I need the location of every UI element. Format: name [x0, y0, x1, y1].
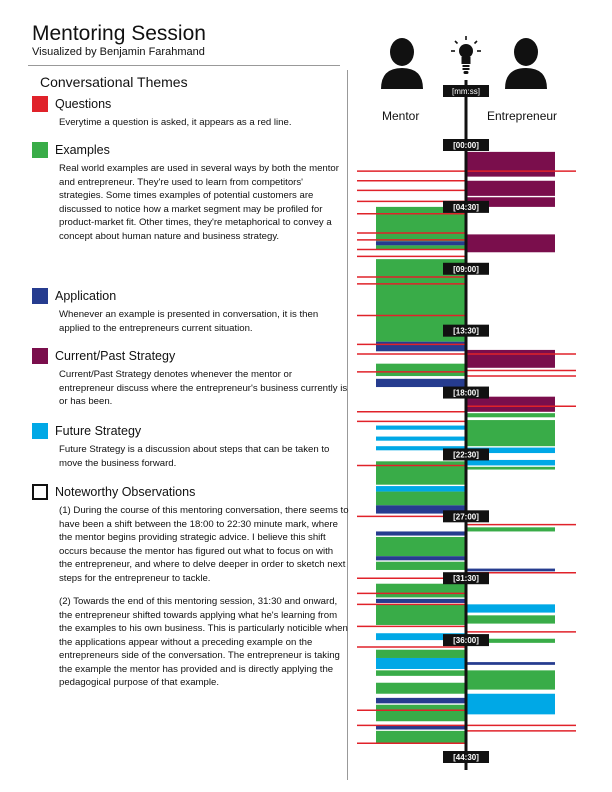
- mentor-example-bar: [376, 492, 466, 506]
- mentor-future-bar: [376, 486, 466, 492]
- entrepreneur-example-bar: [466, 527, 555, 531]
- mentor-future-bar: [376, 426, 466, 430]
- mentor-example-bar: [376, 364, 466, 376]
- mentor-label: Mentor: [382, 109, 420, 123]
- mentor-application-bar: [376, 379, 466, 387]
- mentor-application-bar: [376, 531, 466, 535]
- entrepreneur-future-bar: [466, 604, 555, 612]
- theme-name: Future Strategy: [55, 424, 142, 438]
- mentor-example-bar: [376, 537, 466, 556]
- entrepreneur-application-bar: [466, 569, 555, 572]
- theme-paragraph: Everytime a question is asked, it appears as a red line.: [59, 117, 292, 128]
- time-tick-label: [04:30]: [453, 202, 479, 212]
- theme-name: Current/Past Strategy: [55, 349, 176, 363]
- theme-paragraph: Real world examples are used in several ways by both the mentor and entrepreneur. They're used to learn from competitors' strategies. Some times examples of potential customers are discussed to notice how a market segment may be profiled for product-market fit. Other times, they're metaphorical to convey a concept about human nature and business strategy.: [59, 163, 339, 242]
- time-tick-label: [18:00]: [453, 388, 479, 398]
- mentor-application-bar: [376, 241, 466, 245]
- mentor-example-bar: [376, 584, 466, 598]
- time-tick-label: [36:00]: [453, 636, 479, 646]
- entrepreneur-strategy-bar: [466, 152, 555, 177]
- time-tick-label: [00:00]: [453, 141, 479, 150]
- entrepreneur-strategy-bar: [466, 234, 555, 252]
- time-tick-label: [31:30]: [453, 574, 479, 584]
- entrepreneur-example-bar: [466, 413, 555, 417]
- entrepreneur-future-bar: [466, 460, 555, 466]
- mentor-application-bar: [376, 599, 466, 603]
- theme-name: Application: [55, 289, 117, 303]
- mentor-example-bar: [376, 670, 466, 676]
- entrepreneur-strategy-bar: [466, 350, 555, 368]
- mentor-person-icon: [381, 38, 423, 89]
- mentor-example-bar: [376, 562, 466, 570]
- time-tick-label: [44:30]: [453, 753, 479, 762]
- entrepreneur-example-bar: [466, 670, 555, 689]
- entrepreneur-strategy-bar: [466, 397, 555, 412]
- mentor-example-bar: [376, 650, 466, 658]
- mentor-example-bar: [376, 683, 466, 694]
- mentor-future-bar: [376, 437, 466, 441]
- entrepreneur-application-bar: [466, 662, 555, 665]
- observation-paragraph: (1) During the course of this mentoring conversation, there seems to have been a shift between the 18:00 to 22:30 minute mark, where the mentor begins providing strategic advice. I believe this shift occurs because the mentor has figured out what to focus on with the entrepreneur, and where to delve deeper in order to sketch next steps for the entrepreneur to tackle.: [59, 505, 349, 584]
- theme-name: Noteworthy Observations: [55, 485, 196, 499]
- mentor-example-bar: [376, 604, 466, 625]
- time-tick-label: [27:00]: [453, 512, 479, 522]
- mentor-application-bar: [376, 342, 466, 352]
- legend-title: Conversational Themes: [40, 74, 188, 90]
- page-subtitle: Visualized by Benjamin Farahmand: [32, 46, 205, 58]
- theme-name: Examples: [55, 143, 110, 157]
- time-tick-label: [09:00]: [453, 264, 479, 274]
- theme-paragraph: Future Strategy is a discussion about steps that can be taken to move the business forward.: [59, 444, 330, 469]
- entrepreneur-example-bar: [466, 467, 555, 470]
- mentor-application-bar: [376, 698, 466, 704]
- mentor-future-bar: [376, 658, 466, 669]
- theme-paragraph: Whenever an example is presented in conversation, it is then applied to the entrepreneurs current situation.: [59, 309, 319, 334]
- time-tick-label: [13:30]: [453, 326, 479, 336]
- lightbulb-icon: [451, 36, 481, 74]
- theme-paragraph: Current/Past Strategy denotes whenever the mentor or entrepreneur discuss where the entrepreneur's business currently is or has been.: [59, 369, 348, 407]
- entrepreneur-future-bar: [466, 694, 555, 715]
- entrepreneur-strategy-bar: [466, 181, 555, 196]
- axis-unit-label: [mm:ss]: [452, 87, 480, 96]
- observation-paragraph: (2) Towards the end of this mentoring session, 31:30 and onward, the entrepreneur shifted towards applying what he's learning from the examples to his own business. This is particularly noticible when the applications appear without a preceding example on the entrepreneurs side of the conversation. The entrepreneur is taking the example the mentor has provided and is directly applying the pedagogical purpose of that example.: [59, 596, 348, 688]
- entrepreneur-label: Entrepreneur: [487, 109, 558, 123]
- mentor-application-bar: [376, 556, 466, 560]
- theme-name: Questions: [55, 97, 112, 111]
- entrepreneur-example-bar: [466, 420, 555, 446]
- entrepreneur-example-bar: [466, 615, 555, 623]
- page-title: Mentoring Session: [32, 22, 206, 45]
- mentor-example-bar: [376, 705, 466, 722]
- time-tick-label: [22:30]: [453, 450, 479, 460]
- mentor-example-bar: [376, 731, 466, 743]
- entrepreneur-person-icon: [505, 38, 547, 89]
